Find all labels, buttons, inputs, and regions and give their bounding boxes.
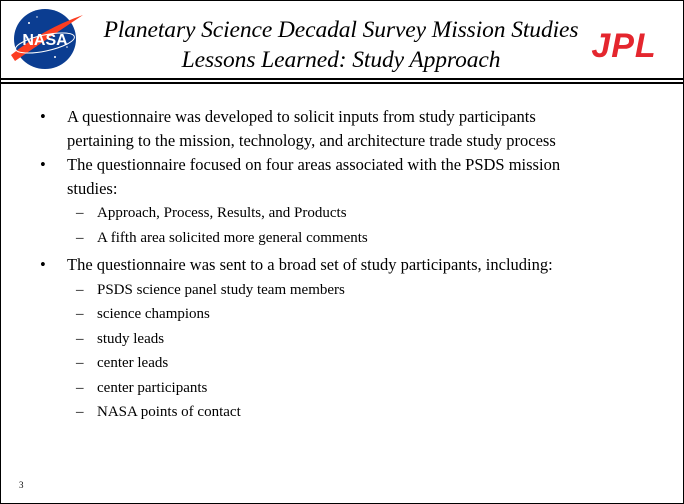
sub-bullet-text: science champions: [97, 306, 210, 322]
sub-bullet-text: center participants: [97, 380, 208, 396]
sub-bullet-text: center leads: [97, 355, 169, 371]
page-number: 3: [19, 480, 24, 490]
dash-marker: –: [76, 282, 84, 298]
bullet-line: A questionnaire was developed to solicit inputs from study participants: [67, 107, 536, 126]
dash-marker: –: [76, 404, 84, 420]
bullet-line: studies:: [67, 179, 118, 198]
sub-bullet-text: PSDS science panel study team members: [97, 282, 345, 298]
dash-marker: –: [76, 306, 84, 322]
bullet-line: pertaining to the mission, technology, and architecture trade study process: [67, 131, 556, 150]
dash-marker: –: [76, 331, 84, 347]
bullet-marker: •: [40, 155, 46, 174]
bullet-text: [67, 153, 667, 201]
sub-bullet-text: A fifth area solicited more general comments: [97, 230, 368, 246]
dash-marker: –: [76, 355, 84, 371]
bullet-marker: •: [40, 107, 46, 126]
sub-bullet-text: study leads: [97, 331, 165, 347]
dash-marker: –: [76, 205, 84, 221]
sub-bullet-text: NASA points of contact: [97, 404, 241, 420]
bullet-text: [67, 253, 667, 277]
bullet-marker: •: [40, 255, 46, 274]
page-title-line-2: Lessons Learned: Study Approach: [181, 47, 501, 73]
header-divider-bottom: [1, 82, 683, 84]
header-divider-top: [1, 78, 683, 80]
bullet-text: [67, 105, 667, 153]
dash-marker: –: [76, 380, 84, 396]
sub-bullet-text: Approach, Process, Results, and Products: [97, 205, 347, 221]
jpl-logo-text: JPL: [591, 27, 657, 63]
bullet-line: The questionnaire focused on four areas associated with the PSDS mission: [67, 155, 561, 174]
dash-marker: –: [76, 230, 84, 246]
nasa-logo-text: NASA: [22, 32, 68, 49]
page-title: [61, 15, 621, 75]
page-title-line-1: Planetary Science Decadal Survey Mission Studies: [103, 17, 579, 43]
bullet-line: The questionnaire was sent to a broad set of study participants, including:: [67, 255, 553, 274]
